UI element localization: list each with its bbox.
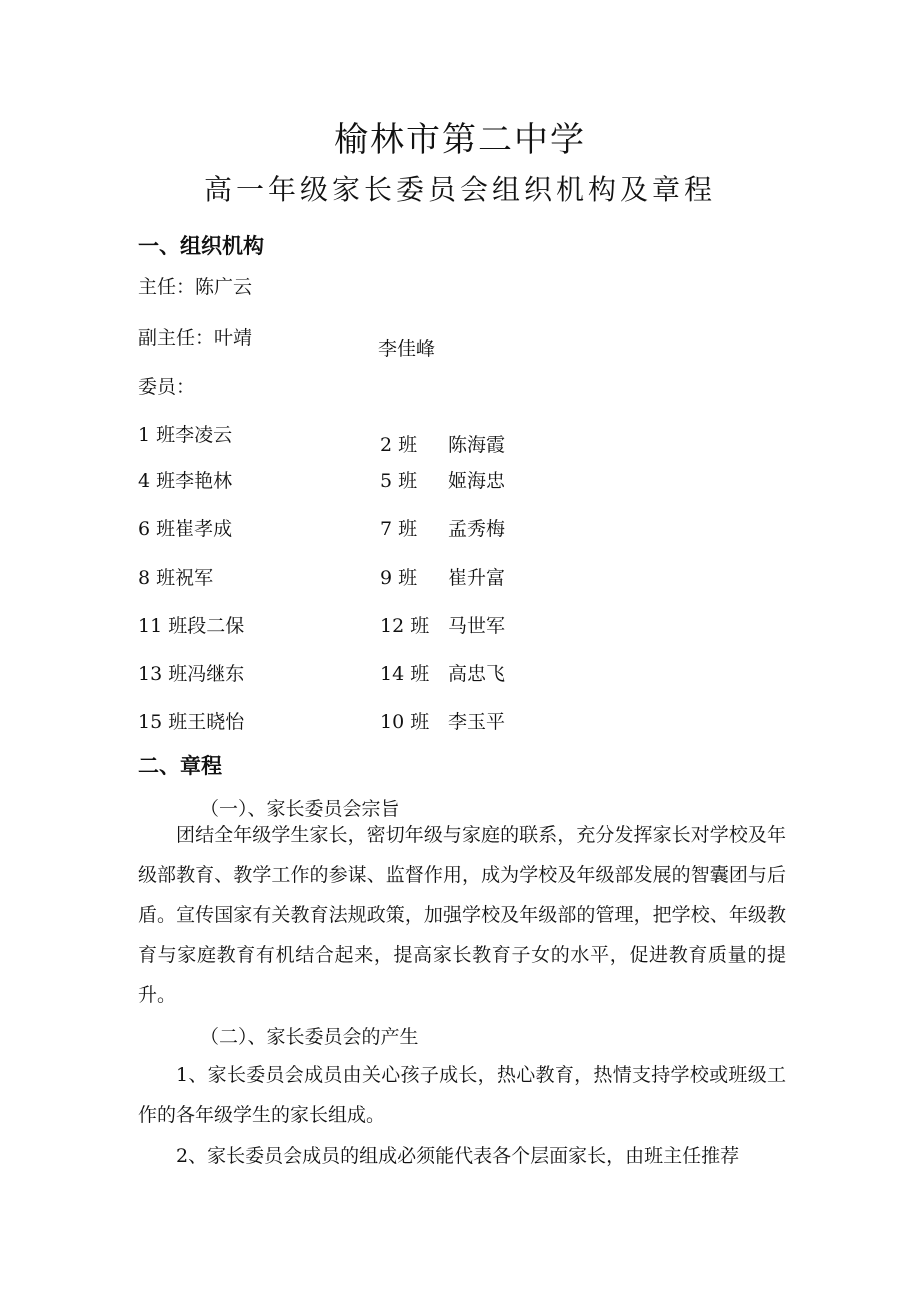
director-line: 主任：陈广云	[138, 276, 253, 298]
section-heading-charter: 二、章程	[138, 754, 222, 778]
member-right-class: 12 班	[380, 615, 430, 637]
member-right-name: 孟秀梅	[448, 518, 506, 540]
member-right-name: 马世军	[448, 615, 506, 637]
member-right-class: 9 班	[380, 567, 418, 589]
vice-director-line: 副主任：叶靖	[138, 327, 253, 349]
subsection-title-purpose: （一）、家长委员会宗旨	[200, 798, 400, 820]
section-heading-organization: 一、组织机构	[138, 234, 264, 258]
member-left: 11 班段二保	[138, 615, 245, 637]
member-left: 6 班崔孝成	[138, 518, 233, 540]
member-right-class: 14 班	[380, 663, 430, 685]
member-right-class: 2 班	[380, 434, 418, 456]
document-subtitle: 高一年级家长委员会组织机构及章程	[203, 173, 716, 206]
member-right-name: 崔升富	[448, 567, 506, 589]
member-left: 15 班王晓怡	[138, 711, 245, 733]
member-left: 1 班李凌云	[138, 424, 233, 446]
formation-item-2: 2、家长委员会成员的组成必须能代表各个层面家长，由班主任推荐	[176, 1145, 740, 1167]
member-left: 13 班冯继东	[138, 663, 245, 685]
member-right-name: 李玉平	[448, 711, 506, 733]
formation-item-1: 1、家长委员会成员由关心孩子成长，热心教育，热情支持学校或班级工作的各年级学生的家长组成。	[138, 1064, 786, 1126]
member-left: 8 班祝军	[138, 567, 214, 589]
member-right-name: 高忠飞	[448, 663, 506, 685]
purpose-paragraph: 团结全年级学生家长，密切年级与家庭的联系，充分发挥家长对学校及年级部教育、教学工作的参谋、监督作用，成为学校及年级部发展的智囊团与后盾。宣传国家有关教育法规政策，加强学校及年级部的管理，把学校、年级教育与家庭教育有机结合起来，提高家长教育子女的水平，促进教育质量的提升。	[138, 824, 786, 1006]
document-title: 榆林市第二中学	[334, 120, 586, 160]
member-right-class: 5 班	[380, 470, 418, 492]
member-right-class: 7 班	[380, 518, 418, 540]
subsection-title-formation: （二）、家长委员会的产生	[200, 1026, 419, 1048]
member-right-name: 陈海霞	[448, 434, 506, 456]
members-label: 委员：	[138, 376, 196, 398]
member-right-class: 10 班	[380, 711, 430, 733]
member-right-name: 姬海忠	[448, 470, 506, 492]
vice-director-second: 李佳峰	[378, 338, 436, 360]
member-left: 4 班李艳林	[138, 470, 233, 492]
